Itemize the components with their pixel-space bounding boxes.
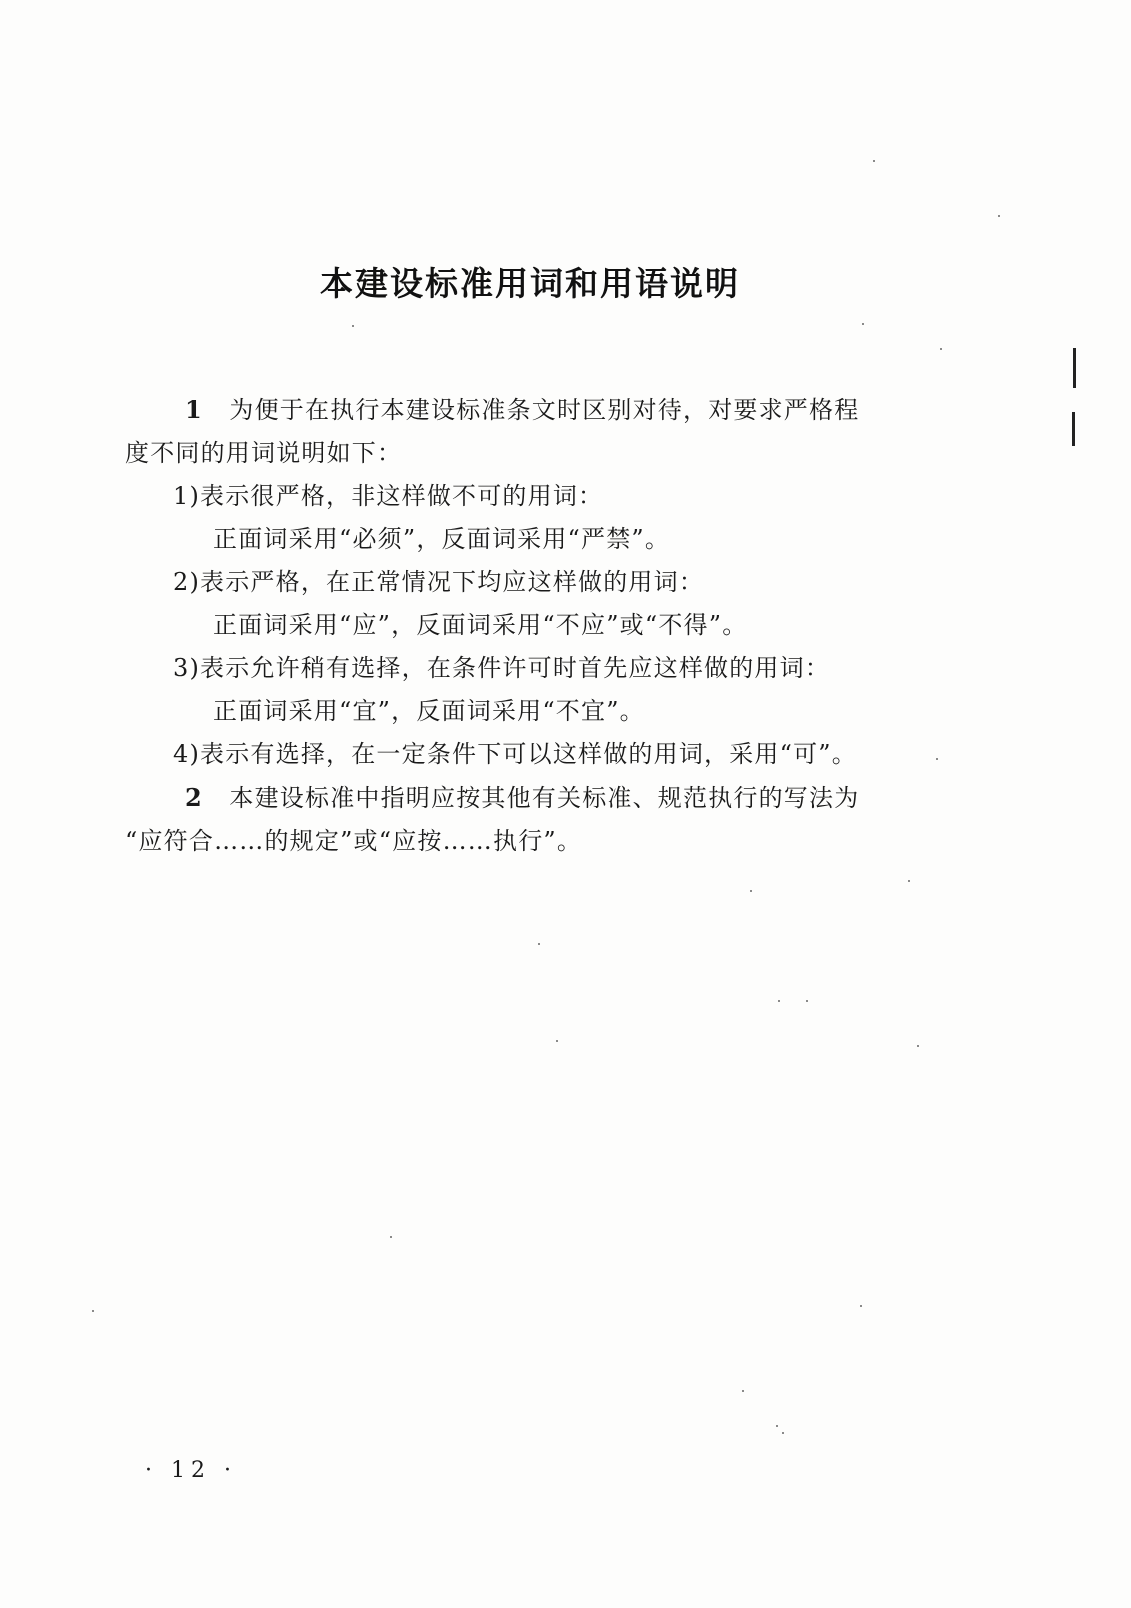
scan-speck [742,1390,744,1392]
scan-speck [92,1310,94,1312]
paragraph-number: 1 [185,395,203,424]
list-item-2: 2)表示严格，在正常情况下均应这样做的用词： [173,568,705,596]
list-item-2-detail: 正面词采用“应”，反面词采用“不应”或“不得”。 [213,611,748,639]
scan-speck [776,1425,778,1427]
list-item-1-detail: 正面词采用“必须”，反面词采用“严禁”。 [213,525,671,553]
paragraph-number: 2 [185,783,203,812]
scan-speck [860,1305,862,1307]
scan-speck [936,758,938,760]
binding-mark-lower [1072,412,1075,446]
paragraph-text: 本建设标准中指明应按其他有关标准、规范执行的写法为 [229,784,860,812]
scan-speck [778,1000,780,1002]
scan-speck [940,348,942,350]
paragraph-2-first-line [125,776,925,820]
document-body [125,388,925,863]
scan-speck [390,1236,392,1238]
binding-mark-upper [1073,348,1076,388]
scan-speck [782,1432,784,1434]
scan-speck [750,890,752,892]
scan-speck [352,325,354,327]
list-item-4: 4)表示有选择，在一定条件下可以这样做的用词，采用“可”。 [173,740,857,768]
paragraph-1-first-line [125,388,925,432]
paragraph-2-continuation: “应符合……的规定”或“应按……执行”。 [125,827,583,855]
paragraph-text: 为便于在执行本建设标准条文时区别对待，对要求严格程 [229,396,860,424]
scan-speck [806,1000,808,1002]
scan-speck [862,323,864,325]
scan-speck [538,943,540,945]
scan-speck [998,215,1000,217]
paragraph-1-continuation: 度不同的用词说明如下： [125,439,403,467]
scan-speck [556,1040,558,1042]
scan-speck [873,160,875,162]
scan-speck [917,1045,919,1047]
scan-speck [908,880,910,882]
page-title: 本建设标准用词和用语说明 [320,264,740,303]
list-item-3: 3)表示允许稍有选择，在条件许可时首先应这样做的用词： [173,654,831,682]
list-item-1: 1)表示很严格，非这样做不可的用词： [173,482,604,510]
page-number: · 12 · [145,1458,237,1483]
list-item-3-detail: 正面词采用“宜”，反面词采用“不宜”。 [213,697,645,725]
